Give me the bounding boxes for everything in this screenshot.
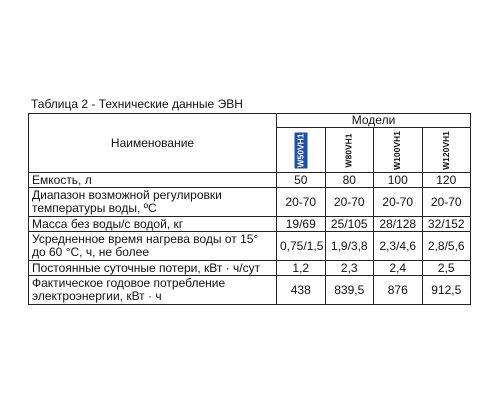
row-value: 20-70 <box>277 188 326 217</box>
technical-data-table <box>28 113 471 305</box>
row-label: Усредненное время нагрева воды от 15° до 60 °C, ч, не более <box>29 232 277 261</box>
row-value: 50 <box>277 173 326 188</box>
row-value: 912,5 <box>422 276 471 305</box>
model-header-w120vh1 <box>422 128 471 173</box>
row-value: 25/105 <box>325 217 374 232</box>
table-row <box>29 232 471 261</box>
row-value: 120 <box>422 173 471 188</box>
row-label: Емкость, л <box>29 173 277 188</box>
row-value: 876 <box>374 276 423 305</box>
table-row <box>29 261 471 276</box>
row-value: 2,4 <box>374 261 423 276</box>
model-name: W100VH1 <box>392 131 403 170</box>
row-label: Постоянные суточные потери, кВт · ч/сут <box>29 261 277 276</box>
table-row <box>29 217 471 232</box>
table-row <box>29 188 471 217</box>
row-value: 19/69 <box>277 217 326 232</box>
row-value: 2,3 <box>325 261 374 276</box>
row-label: Масса без воды/с водой, кг <box>29 217 277 232</box>
row-value: 2,3/4,6 <box>374 232 423 261</box>
model-name: W50VH1 <box>295 133 306 168</box>
model-name: W80VH1 <box>343 133 354 168</box>
row-value: 32/152 <box>422 217 471 232</box>
model-header-w80vh1 <box>325 128 374 173</box>
table-row <box>29 173 471 188</box>
row-value: 100 <box>374 173 423 188</box>
row-value: 2,8/5,6 <box>422 232 471 261</box>
row-value: 20-70 <box>422 188 471 217</box>
row-value: 20-70 <box>325 188 374 217</box>
name-column-header: Наименование <box>29 114 277 173</box>
row-value: 28/128 <box>374 217 423 232</box>
model-name: W120VH1 <box>440 131 451 170</box>
row-value: 1,2 <box>277 261 326 276</box>
row-label: Диапазон возможной регулировки температуры воды, ºC <box>29 188 277 217</box>
row-value: 438 <box>277 276 326 305</box>
row-value: 20-70 <box>374 188 423 217</box>
row-value: 80 <box>325 173 374 188</box>
row-value: 2,5 <box>422 261 471 276</box>
table-caption: Таблица 2 - Технические данные ЭВН <box>31 97 243 111</box>
row-value: 1,9/3,8 <box>325 232 374 261</box>
row-label: Фактическое годовое потребление электроэнергии, кВт · ч <box>29 276 277 305</box>
models-column-header: Модели <box>277 114 471 128</box>
table-row <box>29 276 471 305</box>
model-header-w50vh1 <box>277 128 326 173</box>
row-value: 839,5 <box>325 276 374 305</box>
row-value: 0,75/1,5 <box>277 232 326 261</box>
model-header-w100vh1 <box>374 128 423 173</box>
